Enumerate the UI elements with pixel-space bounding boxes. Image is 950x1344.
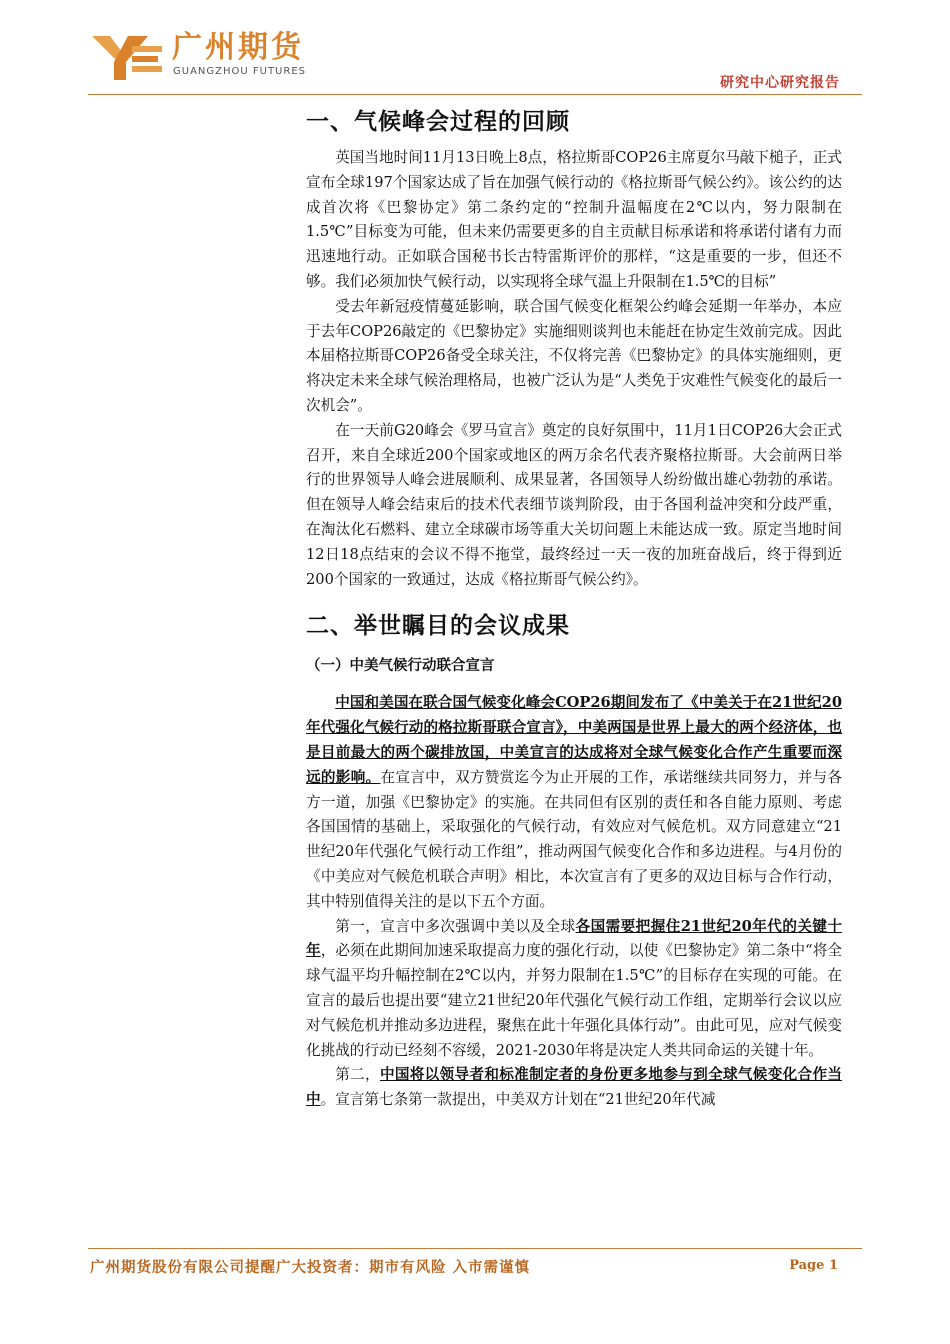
footer-divider xyxy=(88,1248,862,1249)
paragraph xyxy=(306,1063,842,1113)
paragraph-text: 第二， xyxy=(335,1066,380,1084)
report-tag: 研究中心研究报告 xyxy=(720,75,840,91)
section-2-title: 二、举世瞩目的会议成果 xyxy=(306,612,570,640)
paragraph xyxy=(306,691,842,914)
section-1-title: 一、气候峰会过程的回顾 xyxy=(306,108,570,135)
paragraph-text: 在宣言中，双方赞赏迄今为止开展的工作，承诺继续共同努力，并与各方一道，加强《巴黎协定》的实施。在共同但有区别的责任和各自能力原则、考虑各国国情的基础上，采取强化的气候行动，有效应对气候危机。双方同意建立“21世纪20年代强化气候行动工作组”，推动两国气候变化合作和多边进程。与4月份的《中美应对气候危机联合声明》相比，本次宣言有了更多的双边目标与合作行动，其中特别值得关注的是以下五个方面。 xyxy=(306,768,842,910)
highlight-text: 各国需要把握住21世纪20年代的关键十年 xyxy=(306,917,842,960)
company-name-en: GUANGZHOU FUTURES xyxy=(173,66,306,77)
company-name-cn: 广州期货 xyxy=(172,30,304,65)
page-header xyxy=(0,0,950,100)
page-number: Page 1 xyxy=(789,1258,838,1273)
guangzhou-futures-logo-icon xyxy=(92,36,164,80)
risk-notice: 广州期货股份有限公司提醒广大投资者：期市有风险 入市需谨慎 xyxy=(90,1259,531,1276)
paragraph: 受去年新冠疫情蔓延影响，联合国气候变化框架公约峰会延期一年举办，本应于去年COP26敲定的《巴黎协定》实施细则谈判也未能赶在协定生效前完成。因此本届格拉斯哥COP26备受全球关注，不仅将完善《巴黎协定》的具体实施细则，更将决定未来全球气候治理格局，也被广泛认为是“人类免于灾难性气候变化的最后一次机会”。 xyxy=(306,297,842,414)
paragraph-text: 第一，宣言中多次强调中美以及全球 xyxy=(335,917,576,935)
highlight-text: 中国和美国在联合国气候变化峰会COP26期间发布了《中美关于在21世纪20年代强化气候行动的格拉斯哥联合宣言》，中美两国是世界上最大的两个经济体，也是目前最大的两个碳排放国，中美宣言的达成将对全球气候变化合作产生重要而深远的影响。 xyxy=(306,694,842,786)
paragraph: 英国当地时间11月13日晚上8点，格拉斯哥COP26主席夏尔马敲下槌子，正式宣布全球197个国家达成了旨在加强气候行动的《格拉斯哥气候公约》。该公约的达成首次将《巴黎协定》第二条约定的“控制升温幅度在2℃以内，努力限制在1.5℃”目标变为可能，但未来仍需要更多的自主贡献目标承诺和将承诺付诸有力而迅速地行动。正如联合国秘书长古特雷斯评价的那样，“这是重要的一步，但还不够。我们必须加快气候行动，以实现将全球气温上升限制在1.5℃的目标” xyxy=(306,149,842,290)
header-divider xyxy=(88,94,862,95)
paragraph-text: ，必须在此期间加速采取提高力度的强化行动，以使《巴黎协定》第二条中“将全球气温平均升幅控制在2℃以内，并努力限制在1.5℃”的目标存在实现的可能。在宣言的最后也提出要“建立21世纪20年代强化气候行动工作组，定期举行会议以应对气候危机并推动多边进程，聚焦在此十年强化具体行动”。由此可见，应对气候变化挑战的行动已经刻不容缓，2021-2030年将是决定人类共同命运的关键十年。 xyxy=(306,942,842,1059)
paragraph: 在一天前G20峰会《罗马宣言》奠定的良好氛围中，11月1日COP26大会正式召开，来自全球近200个国家或地区的两万余名代表齐聚格拉斯哥。大会前两日举行的世界领导人峰会进展顺利、成果显著，各国领导人纷纷做出雄心勃勃的承诺。但在领导人峰会结束后的技术代表细节谈判阶段，由于各国利益冲突和分歧严重，在淘汰化石燃料、建立全球碳市场等重大关切问题上未能达成一致。原定当地时间12日18点结束的会议不得不拖堂，最终经过一天一夜的加班奋战后，终于得到近200个国家的一致通过，达成《格拉斯哥气候公约》。 xyxy=(306,421,842,588)
paragraph-text: 。宣言第七条第一款提出，中美双方计划在“21世纪20年代减 xyxy=(320,1091,716,1109)
subsection-title: （一）中美气候行动联合宣言 xyxy=(306,657,495,675)
document-body xyxy=(306,104,842,1113)
paragraph xyxy=(306,915,842,1064)
highlight-text: 中国将以领导者和标准制定者的身份更多地参与到全球气候变化合作当中 xyxy=(306,1066,842,1109)
